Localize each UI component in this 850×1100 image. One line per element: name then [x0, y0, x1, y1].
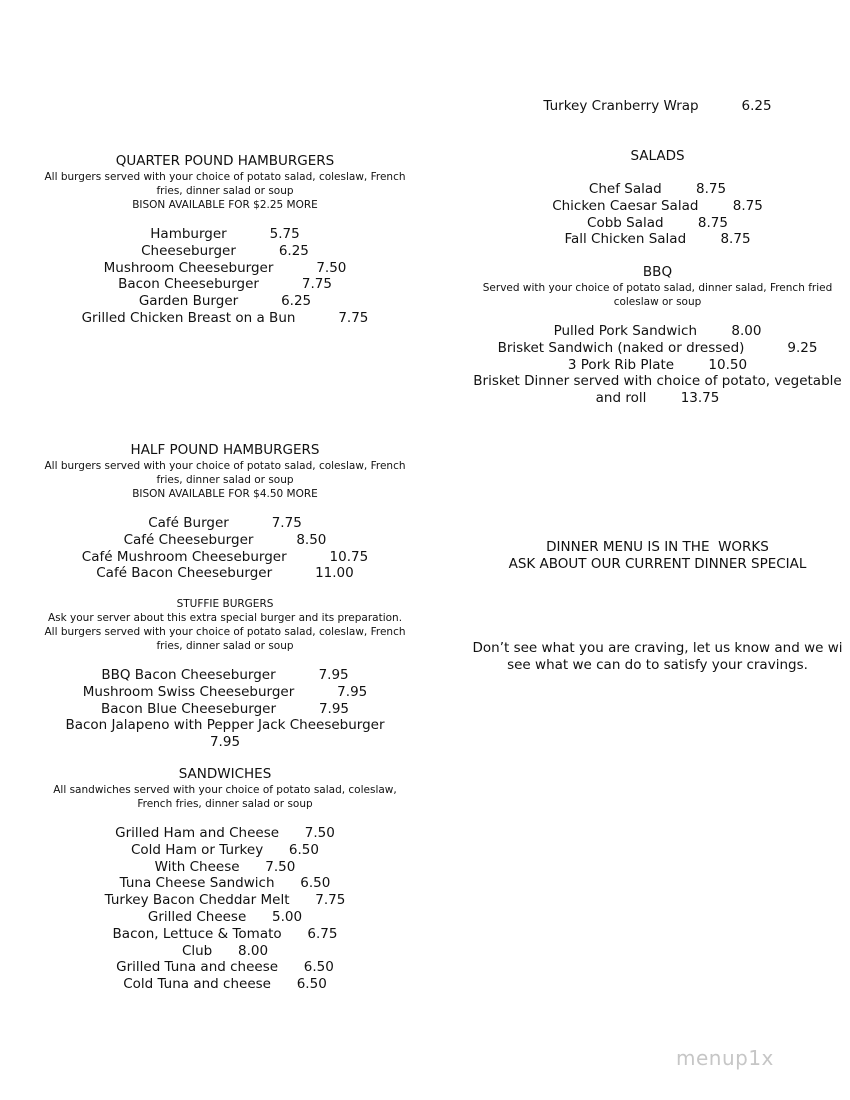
menu-item: Fall Chicken Salad 8.75 — [564, 231, 751, 248]
menu-item: Café Bacon Cheeseburger 11.00 — [96, 565, 354, 582]
section-note: fries, dinner salad or soup — [156, 185, 294, 197]
menu-item: Mushroom Swiss Cheeseburger 7.95 — [82, 683, 368, 700]
menu-item: Bacon Blue Cheeseburger 7.95 — [101, 700, 349, 717]
section-note: All burgers served with your choice of potato salad, coleslaw, French — [44, 626, 406, 638]
section-title: SALADS — [630, 148, 685, 164]
menu-item: Café Burger 7.75 — [148, 515, 302, 531]
sandwiches-section — [0, 766, 450, 993]
menu-item: Garden Burger 6.25 — [138, 293, 312, 310]
section-note: coleslaw or soup — [613, 296, 702, 308]
menu-item: Bacon, Lettuce & Tomato 6.75 — [112, 925, 338, 942]
menu-item: Chef Salad 8.75 — [588, 181, 727, 197]
notice-line: see what we can do to satisfy your cravings. — [507, 656, 808, 673]
menu-item: Turkey Cranberry Wrap 6.25 — [543, 98, 772, 114]
section-note: All burgers served with your choice of potato salad, coleslaw, French — [44, 460, 406, 472]
menu-item: Hamburger 5.75 — [150, 226, 300, 242]
menu-item: 7.95 — [209, 734, 241, 751]
section-title: QUARTER POUND HAMBURGERS — [115, 153, 335, 169]
section-note: Ask your server about this extra special burger and its preparation. — [47, 612, 403, 624]
menu-item: Cold Ham or Turkey 6.50 — [130, 841, 319, 858]
section-title: STUFFIE BURGERS — [176, 598, 274, 610]
menu-item: Café Mushroom Cheeseburger 10.75 — [81, 548, 369, 565]
notice-line: DINNER MENU IS IN THE WORKS — [546, 539, 769, 555]
quarter-pound-section — [0, 153, 450, 327]
bbq-section — [465, 264, 850, 407]
menu-item: 3 Pork Rib Plate 10.50 — [567, 356, 748, 373]
menu-item: Pulled Pork Sandwich 8.00 — [553, 323, 762, 339]
menu-item: Bacon Cheeseburger 7.75 — [118, 276, 332, 293]
section-note: BISON AVAILABLE FOR $2.25 MORE — [132, 199, 318, 211]
menu-item: With Cheese 7.50 — [154, 858, 296, 875]
section-note: Served with your choice of potato salad, dinner salad, French fried — [482, 282, 833, 294]
menu-item: Cobb Salad 8.75 — [587, 214, 728, 231]
menu-item: Brisket Dinner served with choice of potato, vegetable — [473, 373, 842, 390]
menupix-watermark: menup1x — [676, 1046, 774, 1070]
section-note: French fries, dinner salad or soup — [137, 798, 313, 810]
section-note: fries, dinner salad or soup — [156, 640, 294, 652]
section-note: All sandwiches served with your choice of potato salad, coleslaw, — [53, 784, 397, 796]
menu-item: Café Cheeseburger 8.50 — [123, 531, 327, 548]
menu-item: Cold Tuna and cheese 6.50 — [123, 976, 327, 993]
section-title: BBQ — [642, 264, 673, 280]
menu-item: Grilled Cheese 5.00 — [147, 908, 303, 925]
section-title: HALF POUND HAMBURGERS — [130, 442, 320, 458]
menu-item: Brisket Sandwich (naked or dressed) 9.25 — [497, 339, 818, 356]
menu-item: Grilled Ham and Cheese 7.50 — [115, 825, 335, 841]
menu-item: Bacon Jalapeno with Pepper Jack Cheeseburger — [65, 717, 385, 734]
section-title: SANDWICHES — [178, 766, 272, 782]
menu-item: Grilled Tuna and cheese 6.50 — [116, 959, 334, 976]
menu-item: Club 8.00 — [181, 942, 269, 959]
menu-item: Tuna Cheese Sandwich 6.50 — [119, 875, 331, 892]
section-note: BISON AVAILABLE FOR $4.50 MORE — [132, 488, 318, 500]
section-note: fries, dinner salad or soup — [156, 474, 294, 486]
menu-item: BBQ Bacon Cheeseburger 7.95 — [101, 667, 349, 683]
craving-notice — [465, 640, 850, 674]
menu-item: Cheeseburger 6.25 — [141, 242, 309, 259]
notice-line: ASK ABOUT OUR CURRENT DINNER SPECIAL — [508, 555, 807, 572]
section-note: All burgers served with your choice of potato salad, coleslaw, French — [44, 171, 406, 183]
half-pound-section — [0, 442, 450, 582]
menu-item: Turkey Bacon Cheddar Melt 7.75 — [104, 892, 346, 909]
salads-section — [465, 148, 850, 248]
menu-item: and roll 13.75 — [595, 390, 720, 407]
menu-item: Grilled Chicken Breast on a Bun 7.75 — [81, 309, 369, 326]
wrap-section — [465, 98, 850, 115]
stuffie-burgers-section — [0, 597, 450, 751]
menu-item: Mushroom Cheeseburger 7.50 — [103, 259, 347, 276]
menu-item: Chicken Caesar Salad 8.75 — [552, 197, 763, 214]
dinner-menu-notice — [465, 539, 850, 573]
notice-line: Don’t see what you are craving, let us know and we wi — [472, 640, 843, 656]
